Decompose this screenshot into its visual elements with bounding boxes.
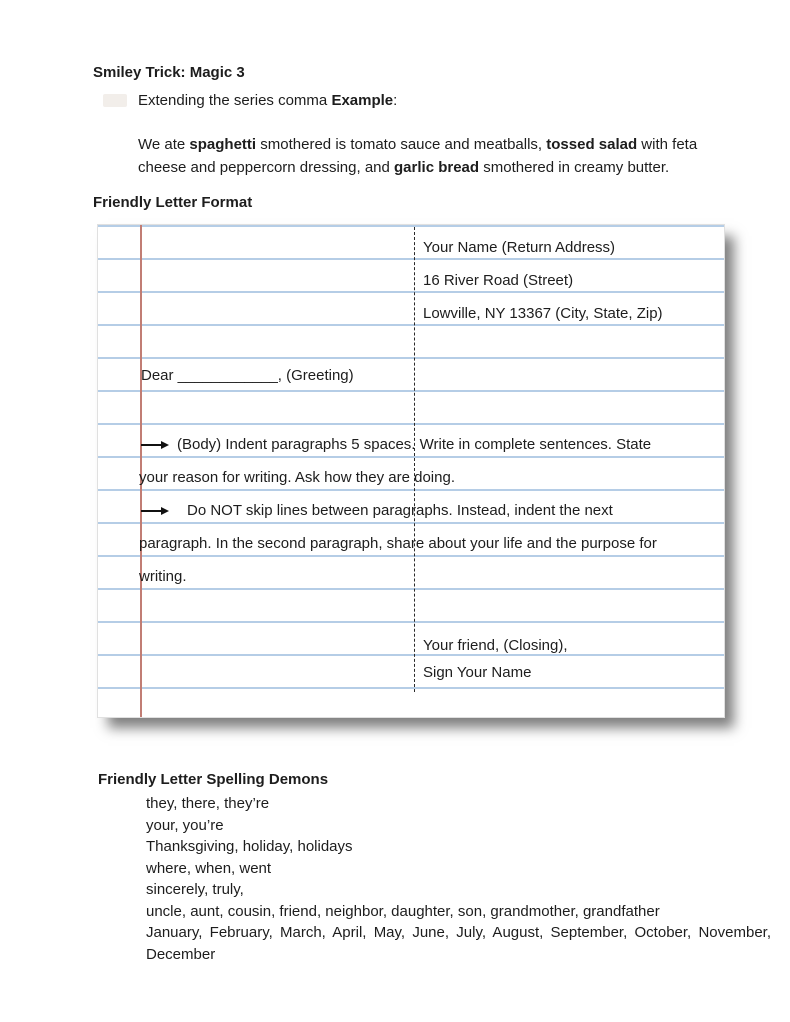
body-paragraph2-line2: paragraph. In the second paragraph, share about your life and the purpose for: [139, 535, 657, 552]
spelling-item: sincerely, truly,: [146, 881, 244, 898]
return-address-street: 16 River Road (Street): [423, 272, 574, 289]
page-title: Smiley Trick: Magic 3: [93, 64, 245, 81]
example-run-bold: spaghetti: [189, 136, 257, 153]
paper-center-dashed-line: [414, 227, 415, 692]
example-run-bold: garlic bread: [394, 158, 480, 176]
spelling-item-months: January, February, March, April, May, June, July, August, September, October, November, December: [146, 924, 771, 963]
indent-arrow-icon: [141, 506, 169, 515]
example-run: smothered is tomato sauce and meatballs,: [256, 136, 547, 153]
return-address-name: Your Name (Return Address): [423, 239, 616, 256]
comma-heading-bold: Example: [331, 92, 394, 109]
spelling-demons-heading: Friendly Letter Spelling Demons: [98, 771, 329, 788]
spelling-item: where, when, went: [146, 859, 272, 877]
faint-bullet-mark: [103, 94, 127, 107]
body-paragraph2-line3: writing.: [139, 568, 187, 585]
body-paragraph1-line1: (Body) Indent paragraphs 5 spaces. Write in complete sentences. State: [177, 436, 652, 453]
example-run: with feta cheese and peppercorn dressing, and: [138, 136, 698, 176]
arrow-shaft: [141, 444, 161, 446]
arrow-shaft: [141, 510, 161, 512]
comma-section-heading: [138, 92, 397, 110]
example-run-bold: tossed salad: [546, 136, 638, 153]
body-paragraph1-line2: your reason for writing. Ask how they are doing.: [139, 469, 455, 486]
comma-heading-prefix: Extending the series comma: [138, 92, 332, 109]
spelling-item: Thanksgiving, holiday, holidays: [146, 838, 353, 855]
spelling-item: they, there, they’re: [146, 795, 270, 812]
body-paragraph2-line1: Do NOT skip lines between paragraphs. Instead, indent the next: [187, 502, 613, 519]
series-comma-example-paragraph: [138, 134, 738, 179]
letter-format-heading: Friendly Letter Format: [93, 194, 253, 211]
example-run: We ate: [138, 136, 190, 153]
closing-line: Your friend, (Closing),: [423, 637, 568, 654]
spelling-item: your, you’re: [146, 816, 224, 834]
return-address-city: Lowville, NY 13367 (City, State, Zip): [423, 305, 663, 322]
arrow-head: [161, 507, 169, 515]
indent-arrow-icon: [141, 440, 169, 449]
example-run: smothered in creamy butter.: [479, 158, 670, 176]
spelling-item: uncle, aunt, cousin, friend, neighbor, daughter, son, grandmother, grandfather: [146, 902, 660, 920]
greeting-line: Dear ____________, (Greeting): [141, 367, 354, 384]
arrow-head: [161, 441, 169, 449]
signature-line: Sign Your Name: [423, 664, 532, 681]
comma-heading-suffix: :: [393, 92, 398, 109]
notebook-paper-image: [97, 224, 725, 718]
